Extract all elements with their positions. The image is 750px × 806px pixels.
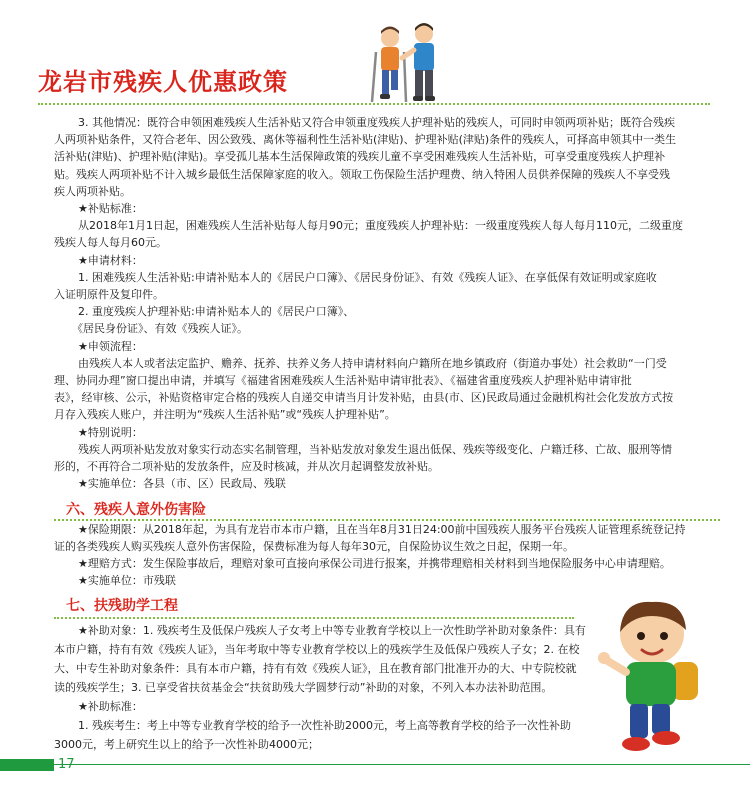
footer-rule — [54, 764, 750, 765]
text-line: 人两项补贴条件，又符合老年、因公致残、离休等福利性生活补贴(津贴)、护理补贴(津贴)条件的残疾人，可择高申领其中一类生 — [54, 133, 677, 147]
text-line: 《居民身份证》、有效《残疾人证》。 — [72, 322, 248, 336]
text-line: 读的残疾学生；3. 已享受省扶贫基金会“扶贫助残大学圆梦行动”补助的对象，不列入本办法补助范围。 — [54, 681, 553, 694]
text-line: 2. 重度残疾人护理补贴:申请补贴本人的《居民户口簿》、 — [78, 305, 355, 319]
text-line: 贴。残疾人两项补贴不计入城乡最低生活保障家庭的收入。领取工伤保险生活护理费、纳入特困人员供养保障的残疾人不享受残 — [54, 167, 670, 181]
text-line: 月存入残疾人账户，并注明为“残疾人生活补贴”或“残疾人护理补贴”。 — [54, 408, 396, 422]
text-line: 从2018年1月1日起，困难残疾人生活补贴每人每月90元；重度残疾人护理补贴：一级重度残疾人每人每月110元，二级重度 — [78, 219, 683, 233]
subsection-heading: ★申领流程： — [78, 339, 143, 353]
text-line: 入证明原件及复印件。 — [54, 288, 164, 301]
text-line: 由残疾人本人或者法定监护、赡养、抚养、扶养义务人持申请材料向户籍所在地乡镇政府（街道办事处）社会救助“一门受 — [78, 356, 667, 370]
text-line: ★理赔方式：发生保险事故后，理赔对象可直接向承保公司进行报案，并携带理赔相关材料到当地保险服务中心申请理赔。 — [78, 557, 671, 570]
text-line: ★补助标准： — [78, 700, 143, 713]
text-line: 1. 残疾考生：考上中等专业教育学校的给予一次性补助2000元，考上高等教育学校的给予一次性补助 — [78, 719, 571, 732]
subsection-heading: ★申请材料： — [78, 253, 143, 267]
page-title: 龙岩市残疾人优惠政策 — [38, 68, 288, 96]
text-line: ★实施单位：市残联 — [78, 574, 176, 587]
text-line: 残疾人每人每月60元。 — [54, 236, 167, 250]
text-line: 证的各类残疾人购买残疾人意外伤害保险，保费标准为每人每年30元，自保险协议生效之日起，保期一年。 — [54, 540, 574, 553]
text-line: 表》，经审核、公示，补贴资格审定合格的残疾人自递交申请当月计发补贴，由县(市、区)民政局通过金融机构社会化发放方式按 — [54, 391, 674, 405]
text-line: 3000元，考上研究生以上的给予一次性补助4000元； — [54, 738, 319, 751]
section-heading: 七、扶残助学工程 — [66, 598, 178, 614]
text-line: 理、协同办理”窗口提出申请，并填写《福建省困难残疾人生活补贴申请审批表》、《福建省重度残疾人护理补贴申请审批 — [54, 374, 632, 387]
text-line: 残疾人两项补贴发放对象实行动态实名制管理，当补贴发放对象发生退出低保、残疾等级变化、户籍迁移、亡故、服刑等情 — [78, 442, 672, 456]
page-number: 17 — [58, 757, 75, 772]
title-divider — [38, 103, 710, 105]
text-line: 大、中专生补助对象条件：具有本市户籍，持有有效《残疾人证》，且在教育部门批准开办的大、中专院校就 — [54, 662, 577, 675]
text-line: 疾人两项补贴。 — [54, 184, 131, 198]
text-line: ★补助对象：1. 残疾考生及低保户残疾人子女考上中等专业教育学校以上一次性助学补助对象条件：具有 — [78, 624, 586, 637]
section-heading: 六、残疾人意外伤害险 — [66, 502, 206, 518]
crutch-friends-illustration — [362, 18, 452, 106]
text-line: 活补贴(津贴)、护理补贴(津贴)。享受孤儿基本生活保障政策的残疾儿童不享受困难残疾人生活补贴，可享受重度残疾人护理补 — [54, 150, 666, 164]
subsection-heading: ★补贴标准： — [78, 202, 143, 215]
text-line: 形的，不再符合二项补贴的发放条件，应及时核减，并从次月起调整发放补贴。 — [54, 460, 439, 473]
text-line: 本市户籍，持有有效《残疾人证》，当年考取中等专业教育学校以上的残疾学生及低保户残疾人子女；2. 在校 — [54, 643, 580, 656]
subsection-heading: ★特别说明： — [78, 425, 143, 439]
footer-bar — [0, 759, 54, 771]
section-divider — [54, 617, 574, 619]
text-line: ★实施单位：各县（市、区）民政局、残联 — [78, 477, 286, 491]
text-line: ★保险期限：从2018年起，为具有龙岩市本市户籍，且在当年8月31日24:00前中国残疾人服务平台残疾人证管理系统登记持 — [78, 523, 686, 536]
text-line: 1. 困难残疾人生活补贴:申请补贴本人的《居民户口簿》、《居民身份证》、有效《残疾人证》、在享低保有效证明或家庭收 — [78, 270, 657, 284]
walking-boy-illustration — [592, 594, 712, 759]
text-line: 3. 其他情况：既符合申领困难残疾人生活补贴又符合申领重度残疾人护理补贴的残疾人，可同时申领两项补贴；既符合残疾 — [78, 116, 675, 129]
